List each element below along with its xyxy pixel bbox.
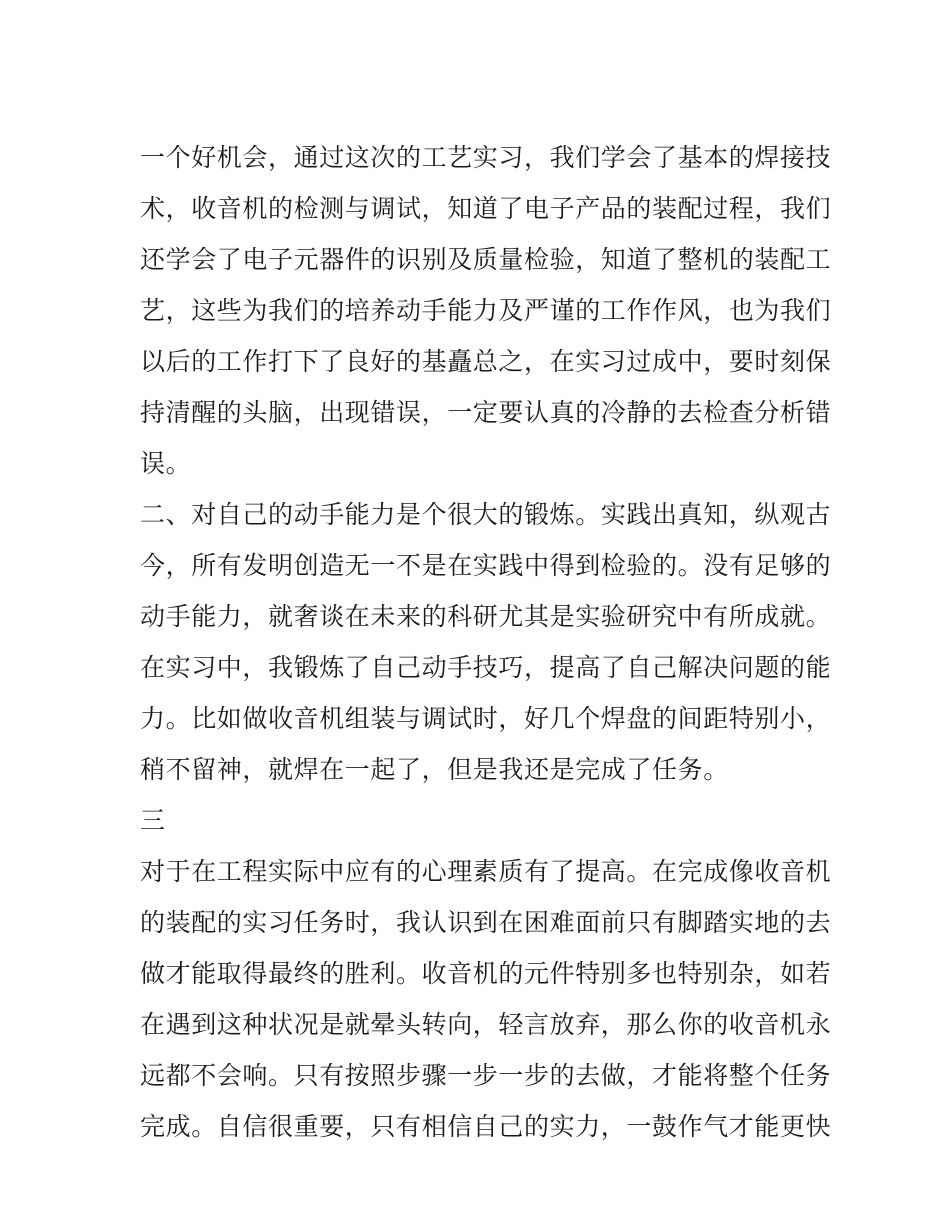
text-line: 在实习中，我锻炼了自己动手技巧，提高了自己解决问题的能 [140,653,832,682]
text-line: 一个好机会，通过这次的工艺实习，我们学会了基本的焊接技 [140,143,832,172]
text-line: 稍不留神，就焊在一起了，但是我还是完成了任务。 [140,755,729,784]
text-line: 对于在工程实际中应有的心理素质有了提高。在完成像收音机 [140,857,832,886]
document-body [140,132,832,1152]
text-line: 做才能取得最终的胜利。收音机的元件特别多也特别杂，如若 [140,959,832,988]
text-line: 误。 [140,449,192,478]
text-line: 艺，这些为我们的培养动手能力及严谨的工作作风，也为我们 [140,296,832,325]
text-line: 完成。自信很重要，只有相信自己的实力，一鼓作气才能更快 [140,1112,832,1141]
text-line: 术，收音机的检测与调试，知道了电子产品的装配过程，我们 [140,194,832,223]
text-line: 持清醒的头脑，出现错误，一定要认真的冷静的去检查分析错 [140,398,832,427]
text-line: 以后的工作打下了良好的基矗总之，在实习过成中，要时刻保 [140,347,832,376]
text-line: 的装配的实习任务时，我认识到在困难面前只有脚踏实地的去 [140,908,832,937]
text-line: 动手能力，就奢谈在未来的科研尤其是实验研究中有所成就。 [140,602,832,631]
text-line: 力。比如做收音机组装与调试时，好几个焊盘的间距特别小， [140,704,832,733]
text-line: 远都不会响。只有按照步骤一步一步的去做，才能将整个任务 [140,1061,832,1090]
section-heading: 三 [140,806,166,835]
text-line: 二、对自己的动手能力是个很大的锻炼。实践出真知，纵观古 [140,500,832,529]
text-line: 今，所有发明创造无一不是在实践中得到检验的。没有足够的 [140,551,832,580]
text-line: 还学会了电子元器件的识别及质量检验，知道了整机的装配工 [140,245,832,274]
text-line: 在遇到这种状况是就晕头转向，轻言放弃，那么你的收音机永 [140,1010,832,1039]
